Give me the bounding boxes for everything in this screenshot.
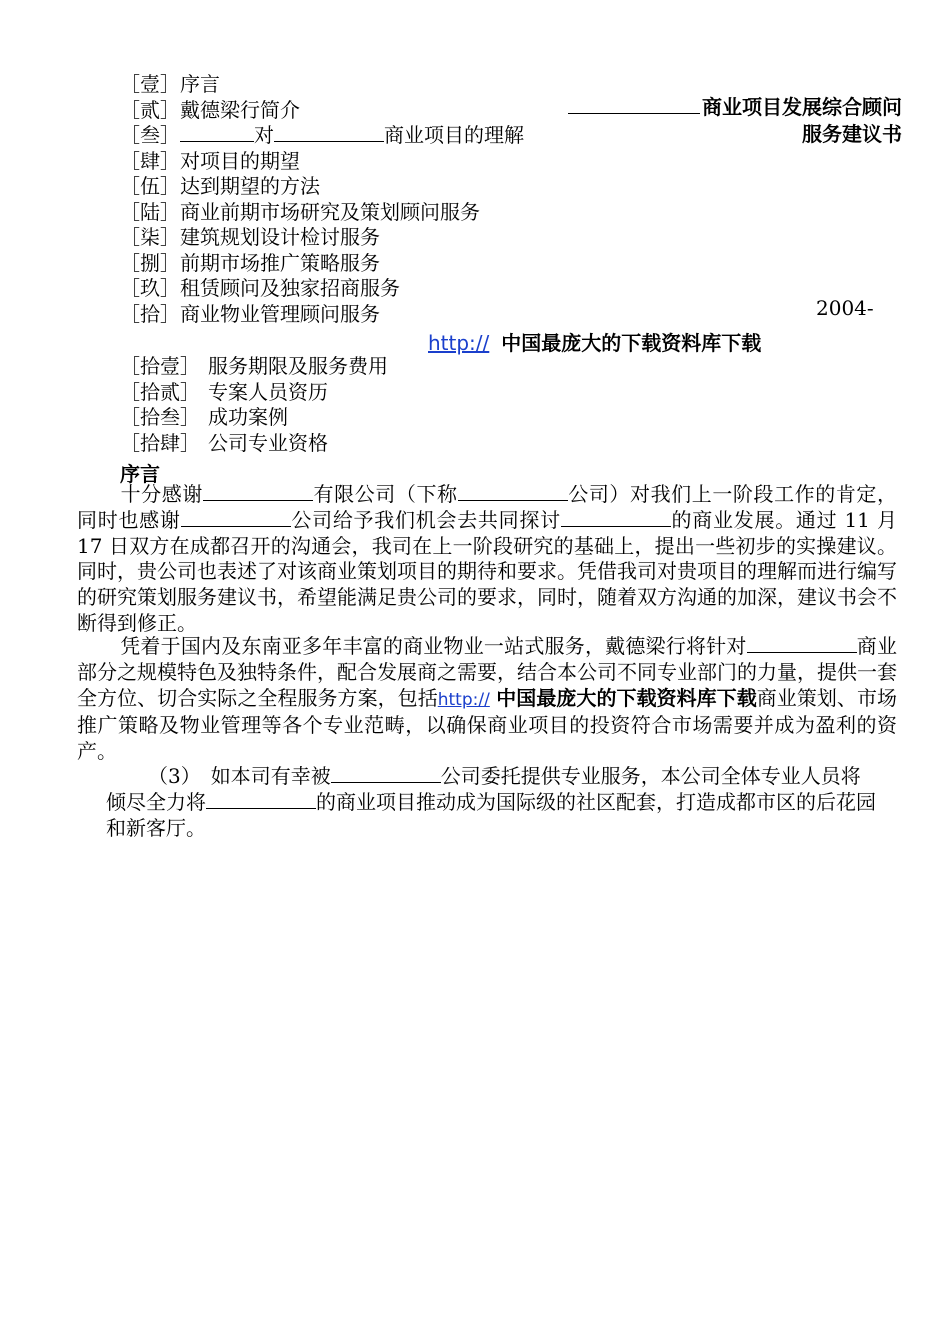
toc-item xyxy=(120,354,388,380)
toc-item-label: 服务期限及服务费用 xyxy=(208,354,388,378)
toc-item-label: 对项目的期望 xyxy=(180,148,300,173)
toc-item-label: 租赁顾问及独家招商服务 xyxy=(180,276,400,300)
toc-item-label: 商业前期市场研究及策划顾问服务 xyxy=(180,199,480,224)
ad-text: 中国最庞大的下载资料库下载 xyxy=(501,331,762,355)
fill-in-blank xyxy=(206,791,316,809)
text-run: 凭着于国内及东南亚多年丰富的商业物业一站式服务，戴德梁行将针对 xyxy=(120,634,747,658)
inline-bold-text: 中国最庞大的下载资料库下载 xyxy=(496,685,757,710)
title-text: 商业项目发展综合顾问 xyxy=(702,95,902,119)
toc-item-number: ［柒］ xyxy=(120,225,180,249)
document-title xyxy=(568,94,902,148)
fill-in-blank xyxy=(180,123,254,142)
toc-item-label: 前期市场推广策略服务 xyxy=(180,250,380,275)
inline-link[interactable]: http:// xyxy=(437,689,490,710)
toc-item xyxy=(120,123,524,149)
toc-item-number: ［拾肆］ xyxy=(120,430,200,455)
text-run: 商业策划、市场推广策略及物业管理等各个专业范畴，以确保商业项目的投资符合市场需要并成为盈利的资产。 xyxy=(77,685,898,764)
toc-item-number: ［拾贰］ xyxy=(120,379,200,404)
table-of-contents xyxy=(120,72,524,327)
fill-in-blank xyxy=(458,483,568,501)
toc-item-label: 专案人员资历 xyxy=(208,379,328,404)
toc-item-number: ［拾叁］ xyxy=(120,405,200,429)
toc-item-number: ［拾］ xyxy=(120,301,180,326)
table-of-contents-continued xyxy=(120,354,388,456)
toc-item xyxy=(120,302,524,328)
toc-item xyxy=(120,200,524,226)
fill-in-blank xyxy=(561,509,671,527)
toc-item xyxy=(120,98,524,124)
toc-item xyxy=(120,380,388,406)
toc-item xyxy=(120,431,388,457)
toc-item xyxy=(120,72,524,98)
title-line-2: 服务建议书 xyxy=(802,122,902,146)
toc-item-label: 达到期望的方法 xyxy=(180,174,320,198)
text-run: 十分感谢 xyxy=(120,482,203,506)
section-heading: 序言 xyxy=(120,462,160,486)
paragraph-2 xyxy=(77,634,897,765)
toc-item-number: ［贰］ xyxy=(120,97,180,122)
toc-item-number: ［拾壹］ xyxy=(120,354,200,378)
toc-item xyxy=(120,276,524,302)
toc-item-number: ［伍］ xyxy=(120,174,180,198)
toc-item-label: 公司专业资格 xyxy=(208,430,328,455)
toc-item xyxy=(120,174,524,200)
fill-in-blank xyxy=(203,483,313,501)
toc-item xyxy=(120,149,524,175)
document-date: 2004- xyxy=(816,296,874,320)
fill-in-blank xyxy=(568,94,700,114)
toc-item xyxy=(120,225,524,251)
toc-item-label: 建筑规划设计检讨服务 xyxy=(180,225,380,249)
toc-item-number: ［陆］ xyxy=(120,199,180,224)
text-run: 公司委托提供专业服务，本公司全体专业人员将倾尽全力将 xyxy=(106,764,861,814)
toc-item-label: 商业项目的理解 xyxy=(384,123,524,147)
ad-link[interactable]: http:// xyxy=(428,331,490,355)
title-line-1 xyxy=(568,94,902,121)
toc-item-number: ［捌］ xyxy=(120,250,180,275)
toc-item-label: 戴德梁行简介 xyxy=(180,97,300,122)
fill-in-blank xyxy=(331,765,441,783)
paragraph-1 xyxy=(77,482,897,637)
toc-item-number: ［玖］ xyxy=(120,276,180,300)
text-run: 的商业发展。通过 11 月 17 日双方在成都召开的沟通会，我司在上一阶段研究的基础上，提出一些初步的实操建议。同时，贵公司也表述了对该商业策划项目的期待和要求。凭借我司对贵项目的理解而进行编写的研究策划服务建议书，希望能满足贵公司的要求，同时，随着双方沟通的加深，建议书会不断得到修正。 xyxy=(77,507,897,635)
toc-item-label: 成功案例 xyxy=(208,405,288,429)
download-ad-line xyxy=(428,327,761,356)
toc-item xyxy=(120,251,524,277)
toc-item-number: ［肆］ xyxy=(120,148,180,173)
fill-in-blank xyxy=(181,509,291,527)
toc-item-number: ［叁］ xyxy=(120,123,180,147)
toc-item-label: 序言 xyxy=(180,72,220,96)
fill-in-blank xyxy=(747,635,857,653)
text-run: 有限公司（下称 xyxy=(312,482,458,506)
text-run: 公司给予我们机会去共同探讨 xyxy=(290,507,561,532)
text-run: 的商业项目推动成为国际级的社区配套，打造成都市区的后花园和新客厅。 xyxy=(106,789,876,840)
fill-in-blank xyxy=(274,123,384,142)
text-run: 公司）对我们上一阶段工作的肯定，同时也感谢 xyxy=(77,482,898,532)
toc-item xyxy=(120,405,388,431)
toc-item-label: 商业物业管理顾问服务 xyxy=(180,301,380,326)
toc-item-connector: 对 xyxy=(254,123,274,147)
text-run: （3） 如本司有幸被 xyxy=(148,764,331,788)
toc-item-number: ［壹］ xyxy=(120,72,180,96)
text-run: 商业部分之规模特色及独特条件，配合发展商之需要，结合本公司不同专业部门的力量，提供一套全方位、切合实际之全程服务方案，包括 xyxy=(77,634,898,710)
paragraph-3 xyxy=(106,764,876,841)
